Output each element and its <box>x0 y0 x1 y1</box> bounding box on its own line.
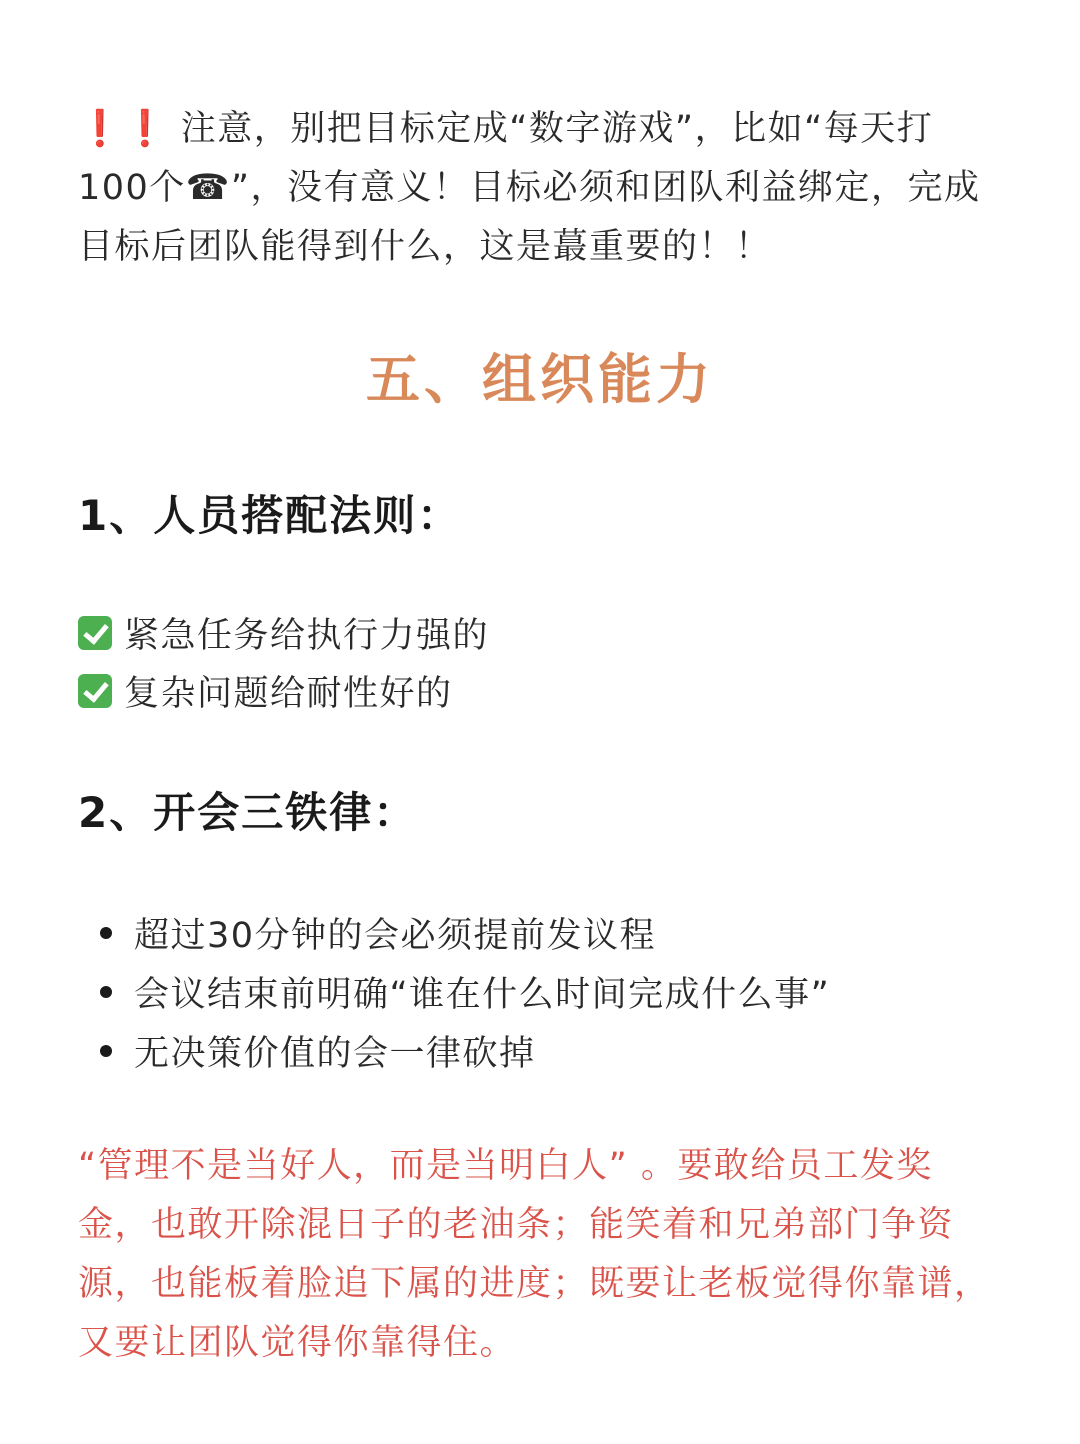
meeting-rules-list <box>100 903 830 1080</box>
staffing-rules-list <box>78 604 489 720</box>
bullet-icon <box>100 1045 112 1057</box>
list-item-text: 无决策价值的会一律砍掉 <box>134 1033 536 1074</box>
section-title: 五、组织能力 <box>366 348 714 411</box>
quote-paragraph: “管理不是当好人，而是当明白人” 。要敢给员工发奖金，也敢开除混日子的老油条；能笑着和兄弟部门争资源，也能板着脸追下属的进度；既要让老板觉得你靠谱，又要让团队觉得你靠得住。 <box>78 1146 991 1363</box>
list-item <box>78 604 489 662</box>
list-item-text: 复杂问题给耐性好的 <box>124 674 453 714</box>
check-mark-icon <box>78 616 112 650</box>
list-item <box>100 962 830 1021</box>
bullet-icon <box>100 986 112 998</box>
list-item <box>100 903 830 962</box>
exclamation-icon: ❗❗ <box>78 109 169 149</box>
subsection-heading-meetings: 2、开会三铁律： <box>78 788 418 837</box>
list-item-text: 紧急任务给执行力强的 <box>124 616 490 656</box>
intro-paragraph <box>78 100 998 277</box>
bullet-icon <box>100 927 112 939</box>
list-item <box>100 1021 830 1080</box>
list-item <box>78 662 489 720</box>
subsection-heading-staffing: 1、人员搭配法则： <box>78 491 462 540</box>
check-mark-icon <box>78 674 112 708</box>
intro-text: 注意，别把目标定成“数字游戏”，比如“每天打100个☎”，没有意义！目标必须和团队利益绑定，完成目标后团队能得到什么，这是蕞重要的！！ <box>78 109 981 267</box>
list-item-text: 会议结束前明确“谁在什么时间完成什么事” <box>134 974 831 1015</box>
list-item-text: 超过30分钟的会必须提前发议程 <box>134 915 657 956</box>
